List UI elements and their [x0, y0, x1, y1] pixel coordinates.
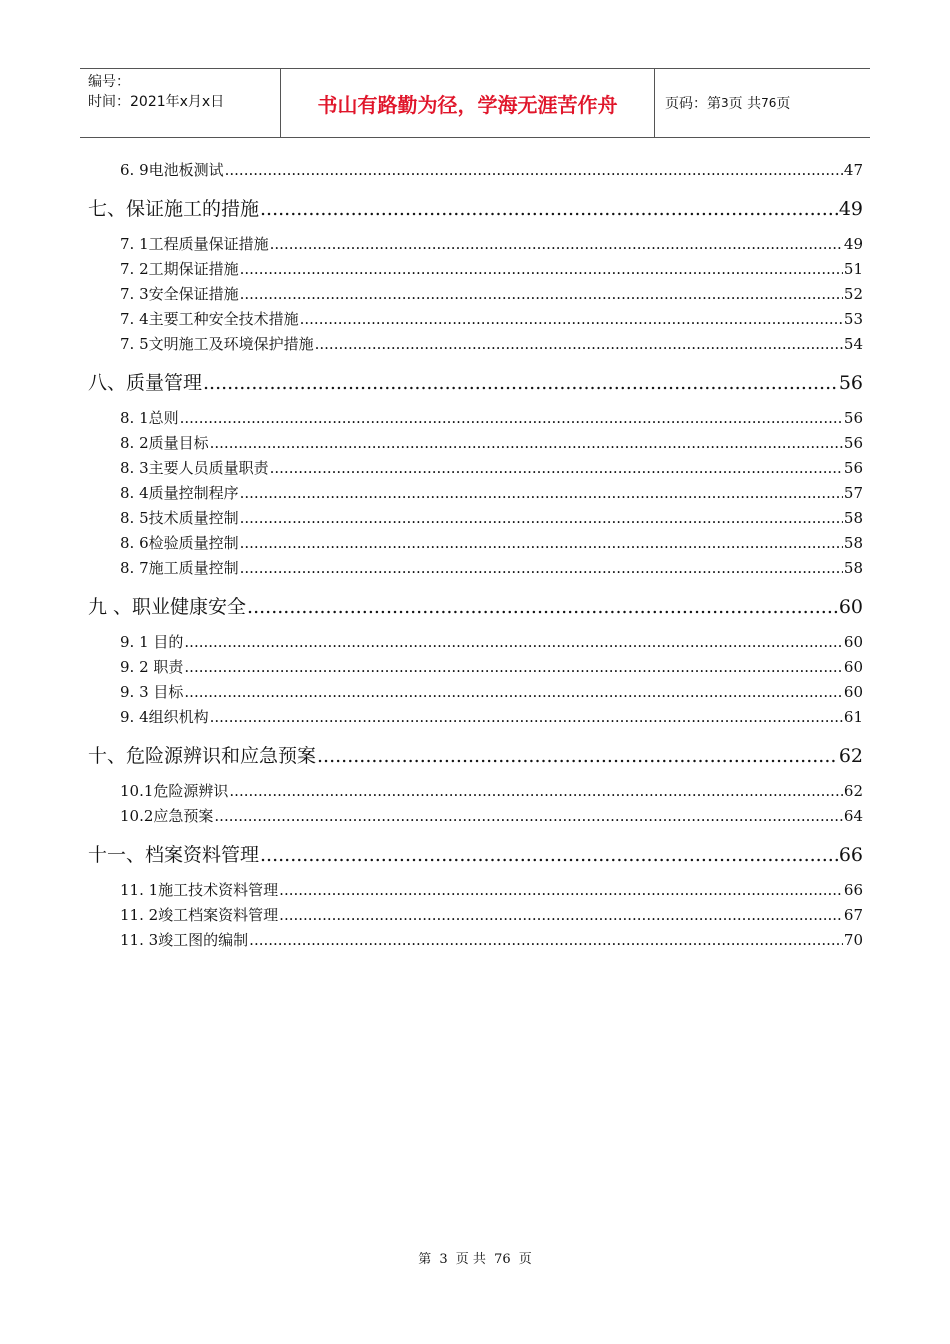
toc-section-entry[interactable] — [120, 483, 863, 503]
header-page-mid: 页 共 — [728, 96, 762, 112]
toc-entry-page: 67 — [843, 906, 863, 924]
toc-dot-leader — [240, 513, 843, 528]
toc-entry-page: 66 — [838, 844, 863, 866]
toc-entry-page: 60 — [843, 633, 863, 651]
toc-entry-page: 52 — [843, 285, 863, 303]
toc-entry-title: 7. 1工程质量保证措施 — [120, 235, 269, 253]
toc-dot-leader — [180, 413, 843, 428]
toc-entry-title: 8. 2质量目标 — [120, 434, 209, 452]
toc-entry-title: 8. 6检验质量控制 — [120, 534, 239, 552]
toc-entry-page: 49 — [838, 198, 863, 220]
toc-entry-page: 58 — [843, 509, 863, 527]
toc-entry-title: 9. 2 职责 — [120, 658, 184, 676]
toc-entry-page: 60 — [838, 596, 863, 618]
toc-entry-page: 58 — [843, 534, 863, 552]
toc-section-entry[interactable] — [120, 632, 863, 652]
toc-section-entry[interactable] — [120, 682, 863, 702]
toc-entry-title: 9. 4组织机构 — [120, 708, 209, 726]
toc-dot-leader — [315, 339, 843, 354]
toc-dot-leader — [240, 289, 843, 304]
toc-chapter-entry[interactable] — [88, 842, 863, 868]
toc-section-entry[interactable] — [120, 458, 863, 478]
toc-dot-leader — [210, 712, 843, 727]
toc-dot-leader — [203, 377, 838, 396]
toc-dot-leader — [210, 438, 843, 453]
toc-section-entry[interactable] — [120, 234, 863, 254]
toc-entry-page: 60 — [843, 658, 863, 676]
toc-section-entry[interactable] — [120, 259, 863, 279]
toc-chapter-entry[interactable] — [88, 594, 863, 620]
toc-chapter-entry[interactable] — [88, 370, 863, 396]
header-page-prefix: 页码：第 — [665, 96, 721, 112]
toc-entry-page: 62 — [843, 782, 863, 800]
toc-entry-page: 70 — [843, 931, 863, 949]
toc-entry-page: 64 — [843, 807, 863, 825]
toc-entry-title: 9. 1 目的 — [120, 633, 184, 651]
toc-section-entry[interactable] — [120, 930, 863, 950]
toc-entry-page: 56 — [838, 372, 863, 394]
header-page-number: 3 — [721, 96, 729, 110]
toc-dot-leader — [214, 811, 843, 826]
doc-date: 时间：2021年x月x日 — [88, 94, 225, 110]
toc-entry-page: 56 — [843, 409, 863, 427]
toc-dot-leader — [260, 203, 838, 222]
toc-entry-title: 11. 1施工技术资料管理 — [120, 881, 279, 899]
toc-entry-title: 七、保证施工的措施 — [88, 198, 260, 220]
toc-section-entry[interactable] — [120, 533, 863, 553]
toc-section-entry[interactable] — [120, 880, 863, 900]
toc-dot-leader — [240, 488, 843, 503]
toc-section-entry[interactable] — [120, 408, 863, 428]
toc-entry-title: 8. 3主要人员质量职责 — [120, 459, 269, 477]
footer-suffix: 页 — [518, 1252, 532, 1267]
toc-entry-title: 7. 4主要工种安全技术措施 — [120, 310, 299, 328]
toc-section-entry[interactable] — [120, 558, 863, 578]
toc-section-entry[interactable] — [120, 433, 863, 453]
toc-chapter-entry[interactable] — [88, 196, 863, 222]
toc-dot-leader — [247, 601, 838, 620]
footer-page-number: 3 — [439, 1252, 448, 1267]
doc-code-label: 编号： — [88, 74, 130, 90]
toc-entry-page: 49 — [843, 235, 863, 253]
toc-entry-page: 57 — [843, 484, 863, 502]
toc-section-entry[interactable] — [120, 781, 863, 801]
toc-entry-page: 51 — [843, 260, 863, 278]
toc-dot-leader — [240, 264, 843, 279]
toc-dot-leader — [279, 910, 843, 925]
toc-entry-title: 11. 2竣工档案资料管理 — [120, 906, 279, 924]
header-page-suffix: 页 — [776, 96, 791, 112]
header-slogan: 书山有路勤为径，学海无涯苦作舟 — [317, 92, 618, 117]
footer-mid: 页 共 — [455, 1252, 486, 1267]
footer-page-total: 76 — [494, 1252, 511, 1267]
toc-entry-title: 10.2应急预案 — [120, 807, 214, 825]
header-page-info — [655, 69, 870, 137]
toc-entry-page: 62 — [838, 745, 863, 767]
toc-dot-leader — [270, 239, 843, 254]
toc-dot-leader — [225, 165, 843, 180]
toc-entry-page: 53 — [843, 310, 863, 328]
page-header — [80, 68, 870, 138]
header-meta — [80, 69, 281, 137]
toc-entry-title: 九 、职业健康安全 — [88, 596, 247, 618]
toc-dot-leader — [240, 563, 843, 578]
toc-entry-title: 6. 9电池板测试 — [120, 161, 224, 179]
toc-dot-leader — [240, 538, 843, 553]
toc-entry-title: 9. 3 目标 — [120, 683, 184, 701]
toc-section-entry[interactable] — [120, 334, 863, 354]
toc-entry-title: 8. 5技术质量控制 — [120, 509, 239, 527]
toc-entry-title: 十一、档案资料管理 — [88, 844, 260, 866]
toc-entry-page: 61 — [843, 708, 863, 726]
toc-entry-title: 8. 4质量控制程序 — [120, 484, 239, 502]
toc-chapter-entry[interactable] — [88, 743, 863, 769]
toc-entry-title: 10.1危险源辨识 — [120, 782, 229, 800]
toc-section-entry[interactable] — [120, 160, 863, 180]
toc-entry-title: 11. 3竣工图的编制 — [120, 931, 249, 949]
toc-section-entry[interactable] — [120, 309, 863, 329]
toc-section-entry[interactable] — [120, 905, 863, 925]
toc-entry-title: 7. 3安全保证措施 — [120, 285, 239, 303]
toc-section-entry[interactable] — [120, 806, 863, 826]
toc-entry-page: 60 — [843, 683, 863, 701]
toc-entry-page: 56 — [843, 459, 863, 477]
header-slogan-cell — [281, 69, 655, 137]
toc-dot-leader — [279, 885, 843, 900]
toc-entry-title: 8. 1总则 — [120, 409, 179, 427]
toc-dot-leader — [300, 314, 843, 329]
toc-section-entry[interactable] — [120, 707, 863, 727]
toc-entry-title: 7. 2工期保证措施 — [120, 260, 239, 278]
toc-dot-leader — [270, 463, 843, 478]
toc-dot-leader — [184, 637, 843, 652]
toc-dot-leader — [184, 687, 843, 702]
toc-entry-title: 十、危险源辨识和应急预案 — [88, 745, 317, 767]
page-footer — [0, 1248, 950, 1267]
toc-section-entry[interactable] — [120, 657, 863, 677]
toc-entry-title: 8. 7施工质量控制 — [120, 559, 239, 577]
toc-entry-page: 58 — [843, 559, 863, 577]
toc-entry-page: 66 — [843, 881, 863, 899]
toc-entry-page: 54 — [843, 335, 863, 353]
toc-entry-page: 56 — [843, 434, 863, 452]
footer-prefix: 第 — [418, 1252, 432, 1267]
header-page-total: 76 — [761, 96, 777, 110]
toc-dot-leader — [260, 849, 838, 868]
toc-entry-title: 7. 5文明施工及环境保护措施 — [120, 335, 314, 353]
toc-dot-leader — [229, 786, 843, 801]
toc-section-entry[interactable] — [120, 284, 863, 304]
toc-entry-title: 八、质量管理 — [88, 372, 203, 394]
toc-section-entry[interactable] — [120, 508, 863, 528]
toc-entry-page: 47 — [843, 161, 863, 179]
toc-dot-leader — [184, 662, 843, 677]
toc-dot-leader — [249, 935, 843, 950]
toc-dot-leader — [317, 750, 838, 769]
